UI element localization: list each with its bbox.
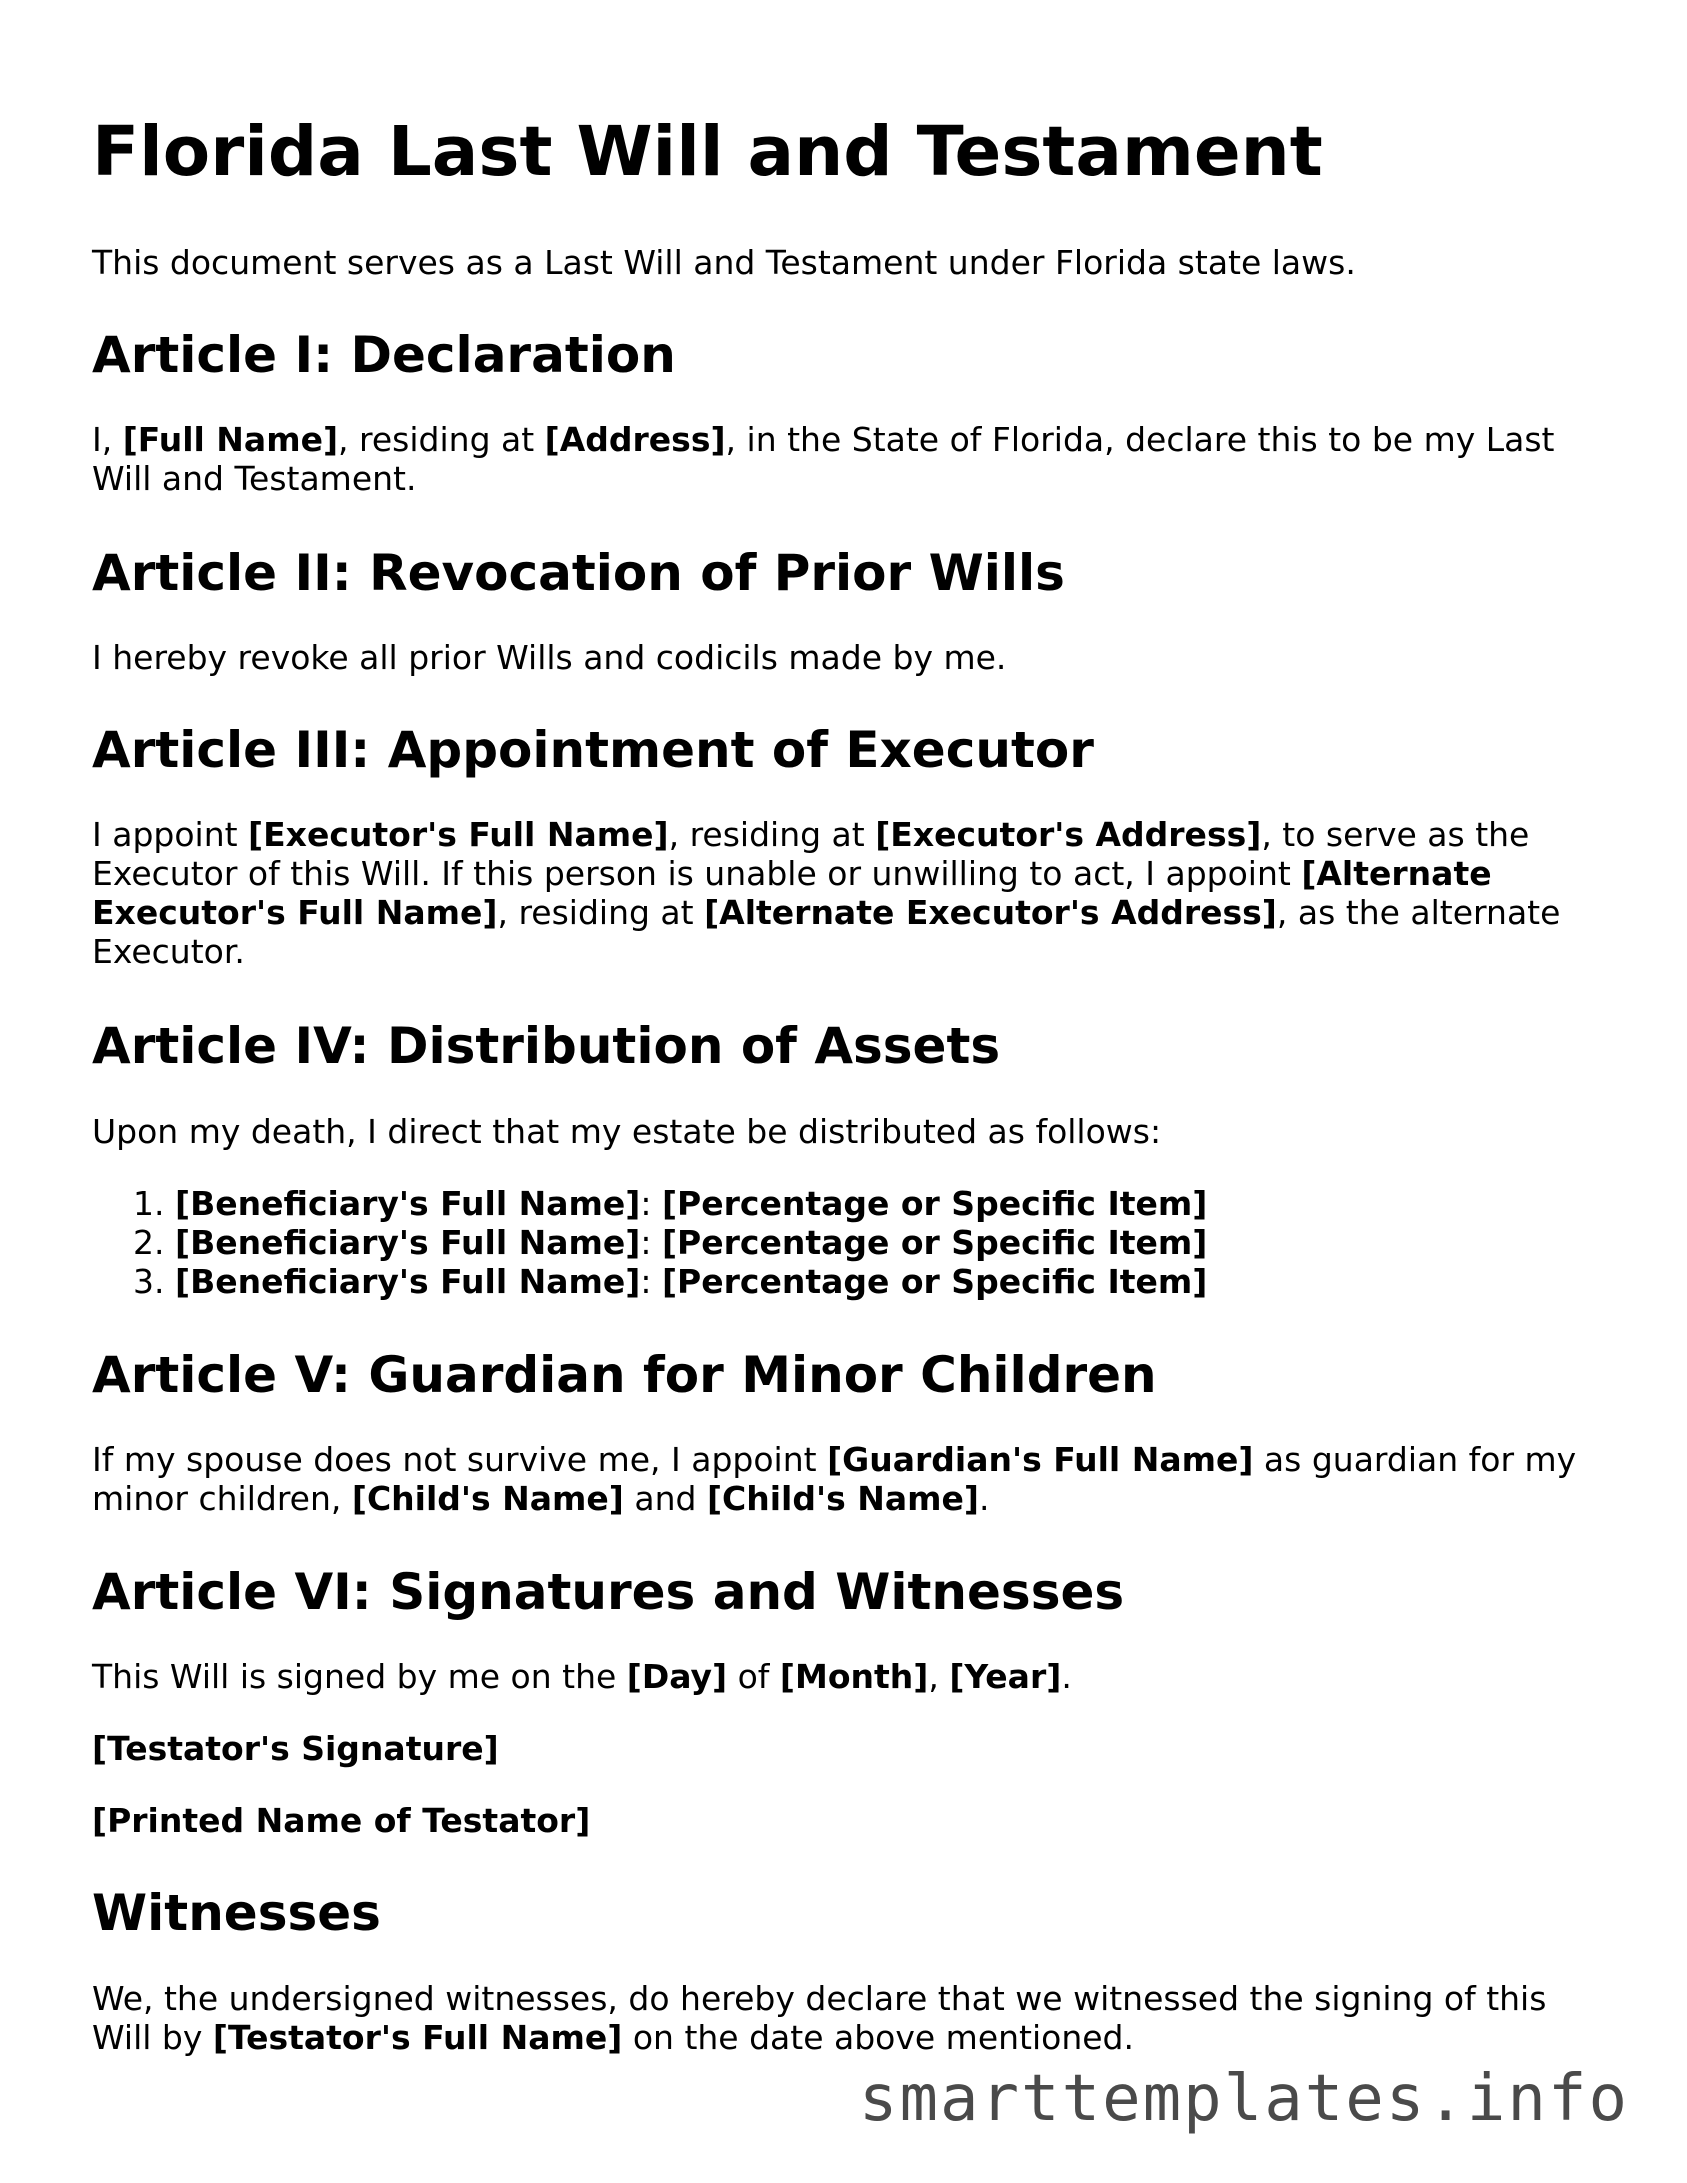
printed-name-line: [Printed Name of Testator]: [92, 1801, 591, 1840]
testator-name-placeholder: [Testator's Full Name]: [212, 2018, 623, 2057]
year-placeholder: [Year]: [949, 1657, 1062, 1696]
full-name-placeholder: [Full Name]: [122, 420, 339, 459]
intro-paragraph: This document serves as a Last Will and Testament under Florida state laws.: [92, 243, 1356, 282]
article-5-heading: Article V: Guardian for Minor Children: [92, 1346, 1157, 1404]
article-2-heading: Article II: Revocation of Prior Wills: [92, 544, 1065, 602]
alternate-executor-name-placeholder: [Alternate Executor's Full Name]: [92, 854, 1492, 932]
article-5-paragraph: If my spouse does not survive me, I appoint [Guardian's Full Name] as guardian for my minor children, [Child's Name] and [Child's Name].: [92, 1440, 1577, 1518]
testator-signature-line: [Testator's Signature]: [92, 1729, 499, 1768]
address-placeholder: [Address]: [544, 420, 726, 459]
witnesses-paragraph: We, the undersigned witnesses, do hereby declare that we witnessed the signing of this Will by [Testator's Full Name] on the date above mentioned.: [92, 1979, 1547, 2057]
child-name-placeholder: [Child's Name]: [706, 1479, 979, 1518]
article-6-paragraph: This Will is signed by me on the [Day] of [Month], [Year].: [92, 1657, 1072, 1696]
distribution-list: [92, 1184, 1207, 1301]
article-3-paragraph: I appoint [Executor's Full Name], residing at [Executor's Address], to serve as the Executor of this Will. If this person is unable or unwilling to act, I appoint [Alternate Executor's Full Name], residing at [Alternate Executor's Address], as the alternate Executor.: [92, 815, 1561, 971]
list-item: 3. [Beneficiary's Full Name]: [Percentage or Specific Item]: [175, 1262, 1207, 1301]
article-6-heading: Article VI: Signatures and Witnesses: [92, 1563, 1125, 1621]
watermark: smarttemplates.info: [858, 2062, 1629, 2136]
article-2-paragraph: I hereby revoke all prior Wills and codicils made by me.: [92, 638, 1007, 677]
article-3-heading: Article III: Appointment of Executor: [92, 721, 1094, 779]
article-1-heading: Article I: Declaration: [92, 326, 676, 384]
page-title: Florida Last Will and Testament: [92, 112, 1323, 192]
guardian-name-placeholder: [Guardian's Full Name]: [827, 1440, 1254, 1479]
executor-address-placeholder: [Executor's Address]: [875, 815, 1262, 854]
list-item: 2. [Beneficiary's Full Name]: [Percentage or Specific Item]: [175, 1223, 1207, 1262]
article-4-paragraph: Upon my death, I direct that my estate be distributed as follows:: [92, 1112, 1162, 1151]
article-4-heading: Article IV: Distribution of Assets: [92, 1017, 1001, 1075]
list-item: 1. [Beneficiary's Full Name]: [Percentage or Specific Item]: [175, 1184, 1207, 1223]
child-name-placeholder: [Child's Name]: [351, 1479, 624, 1518]
alternate-executor-address-placeholder: [Alternate Executor's Address]: [704, 893, 1277, 932]
article-1-paragraph: I, [Full Name], residing at [Address], in the State of Florida, declare this to be my Last Will and Testament.: [92, 420, 1555, 498]
month-placeholder: [Month]: [779, 1657, 929, 1696]
executor-name-placeholder: [Executor's Full Name]: [248, 815, 669, 854]
witnesses-heading: Witnesses: [92, 1884, 381, 1942]
day-placeholder: [Day]: [626, 1657, 728, 1696]
